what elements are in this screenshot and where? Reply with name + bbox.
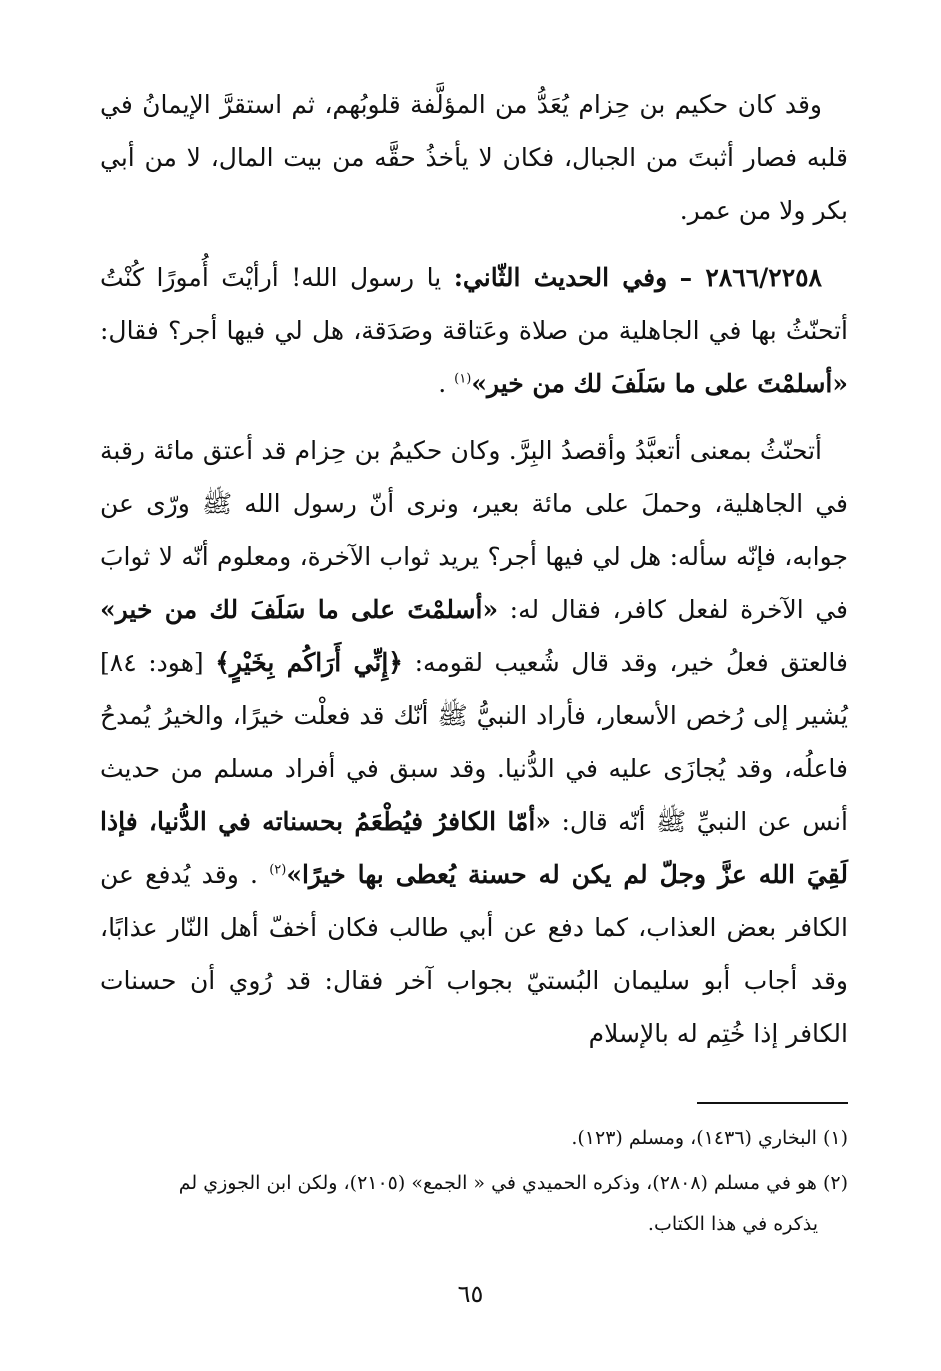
footnote-2-marker: (٢) <box>822 1172 848 1194</box>
hadith-text: يا رسول الله! أرأيْتَ أُمورًا كُنْتُ أتحنّثُ بها في الجاهلية من صلاة وعَتاقة وصَدَقة، هل لي فيها أجر؟ فقال: <box>100 263 848 345</box>
footnote-2-text: هو في مسلم (٢٨٠٨)، وذكره الحميدي في « الجمع» (٢١٠٥)، ولكن ابن الجوزي لم <box>178 1172 817 1194</box>
footnote-reference-1[interactable]: (١) <box>454 371 472 387</box>
footnote-2 <box>100 1163 848 1245</box>
footnote-reference-2[interactable]: (٢) <box>269 862 287 878</box>
commentary-text-4: . وقد يُدفع عن الكافر بعض العذاب، كما دفع عن أبي طالب فكان أخفّ أهل النّار عذابًا، وقد أجاب أبو سليمان البُستيّ بجواب آخر فقال: قد رُوي أن حسنات الكافر إذا خُتِم له بالإسلام <box>100 860 848 1048</box>
page-body <box>100 78 848 1074</box>
paragraph-2-hadith <box>100 251 848 410</box>
footnote-1-text: البخاري (١٤٣٦)، ومسلم (١٢٣). <box>571 1127 817 1149</box>
commentary-text-2: فالعتق فعلُ خير، وقد قال شُعيب لقومه: <box>414 648 848 677</box>
footnote-1-marker: (١) <box>822 1127 848 1149</box>
commentary-text-3: [هود: ٨٤] يُشير إلى رُخص الأسعار، فأراد النبيُّ ﷺ أنّك قد فعلْت خيرًا، والخيرُ يُمدحُ فاعلُه، وقد يُجازَى عليه في الدُّنيا. وقد سبق في أفراد مسلم من حديث أنس عن النبيِّ ﷺ أنّه قال: <box>100 648 848 836</box>
page-number: ٦٥ <box>457 1280 484 1308</box>
footnote-2-continuation: يذكره في هذا الكتاب. <box>647 1213 818 1235</box>
footnote-1 <box>100 1118 848 1159</box>
commentary-quote-1: «أسلمْتَ على ما سَلَفَ لك من خير» <box>100 595 499 624</box>
footnote-separator <box>697 1102 848 1104</box>
paragraph-1-text: وقد كان حكيم بن حِزام يُعَدُّ من المؤلَّفة قلوبُهم، ثم استقرَّ الإيمانُ في قلبه فصار أثبتَ من الجبال، فكان لا يأخذُ حقَّه من بيت المال، لا من أبي بكر ولا من عمر. <box>100 90 848 225</box>
quran-verse: ﴿إِنِّي أَرَاكُم بِخَيْرٍ﴾ <box>215 648 403 677</box>
hadith-number: ٢٨٦٦/٢٢٥٨ – <box>679 263 822 292</box>
paragraph-3-commentary <box>100 424 848 1060</box>
commentary-quote-2: «أمّا الكافرُ فيُطْعَمُ بحسناته في الدُّنيا، فإذا لَقِيَ الله عزَّ وجلّ لم يكن له حسنة يُعطى بها خيرًا» <box>100 807 849 889</box>
footnotes-section <box>100 1118 848 1249</box>
hadith-quote: «أسلمْتَ على ما سَلَفَ لك من خير» <box>471 369 848 398</box>
hadith-heading: وفي الحديث الثّاني: <box>453 263 668 292</box>
paragraph-1 <box>100 78 848 237</box>
commentary-text-1: أتحنّثُ بمعنى أتعبَّدُ وأقصدُ البِرَّ. وكان حكيمُ بن حِزام قد أعتق مائة رقبة في الجاهلية، وحملَ على مائة بعير، ونرى أنّ رسول الله ﷺ ورّى عن جوابه، فإنّه سأله: هل لي فيها أجر؟ يريد ثواب الآخرة، ومعلوم أنّه لا ثوابَ في الآخرة لفعل كافر، فقال له: <box>100 436 849 624</box>
hadith-end: . <box>438 369 447 398</box>
